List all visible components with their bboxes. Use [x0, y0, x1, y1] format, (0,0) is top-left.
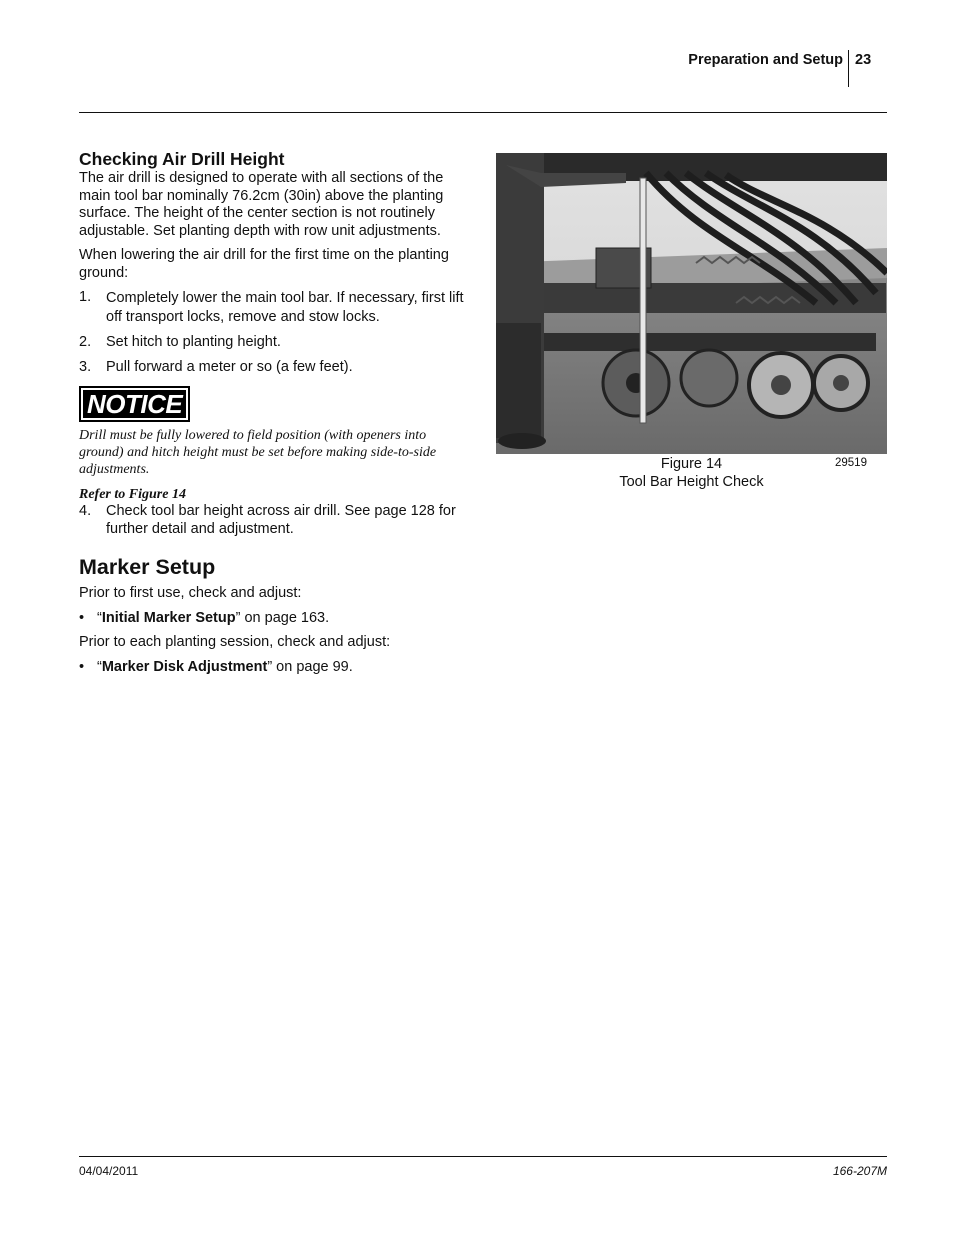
footer-rule	[79, 1156, 887, 1157]
step-number: 1.	[79, 289, 92, 305]
step-text: Pull forward a meter or so (a few feet).	[106, 358, 353, 375]
header-rule	[79, 112, 887, 113]
link-marker-disk-adjustment[interactable]: Marker Disk Adjustment	[101, 658, 268, 675]
step-number: 3.	[79, 358, 92, 375]
intro-paragraph: The air drill is designed to operate with all sections of the main tool bar nominally 76.2cm (30in) above the planting surface. The height of the center section is not routinely adjustable. Set planting depth with row unit adjustments.	[79, 170, 444, 239]
bullet-dot: •	[79, 658, 85, 675]
bullet-marker-disk-adjustment	[79, 659, 469, 677]
quote-open: “	[97, 658, 102, 675]
step-2	[79, 334, 469, 352]
link-initial-marker-setup[interactable]: Initial Marker Setup	[101, 609, 236, 626]
figure-label: Figure 14	[660, 456, 723, 472]
header-separator	[848, 50, 849, 87]
step-text: Check tool bar height across air drill. See page 128 for further detail and adjustment.	[106, 503, 456, 537]
figure-caption	[496, 456, 887, 491]
step-number: 4.	[79, 503, 92, 519]
page-number: 23	[855, 52, 872, 68]
quote-open: “	[97, 609, 102, 626]
bullet-rest: ” on page 99.	[267, 658, 353, 675]
refer-to-figure: Refer to Figure 14	[79, 487, 186, 502]
step-text: Completely lower the main tool bar. If necessary, first lift off transport locks, remove and stow locks.	[106, 290, 464, 325]
main-text-column	[79, 149, 469, 676]
notice-label: NOTICE	[83, 390, 186, 418]
footer-date: 04/04/2011	[79, 1164, 139, 1178]
heading-checking-air-drill-height: Checking Air Drill Height	[79, 149, 285, 169]
header-section-title: Preparation and Setup	[688, 52, 843, 68]
figure-title: Tool Bar Height Check	[619, 473, 764, 490]
tool-bar-height-photo	[496, 153, 887, 454]
lowering-paragraph: When lowering the air drill for the first time on the planting ground:	[79, 247, 449, 281]
first-use-paragraph: Prior to first use, check and adjust:	[79, 585, 302, 601]
step-3	[79, 359, 469, 377]
footer-doc-code: 166-207M	[832, 1164, 887, 1178]
step-text: Set hitch to planting height.	[106, 334, 281, 350]
step-number: 2.	[79, 334, 92, 350]
step-4	[79, 503, 469, 538]
notice-text: Drill must be fully lowered to field position (with openers into ground) and hitch height must be set before making side-to-side adjustments.	[79, 428, 437, 477]
bullet-initial-marker-setup	[79, 610, 469, 628]
each-session-paragraph: Prior to each planting session, check and adjust:	[79, 634, 391, 650]
heading-marker-setup: Marker Setup	[79, 555, 216, 579]
step-1	[79, 289, 469, 327]
notice-badge	[79, 386, 190, 422]
figure-number: 29519	[835, 457, 867, 469]
bullet-dot: •	[79, 609, 85, 626]
bullet-rest: ” on page 163.	[235, 609, 330, 626]
